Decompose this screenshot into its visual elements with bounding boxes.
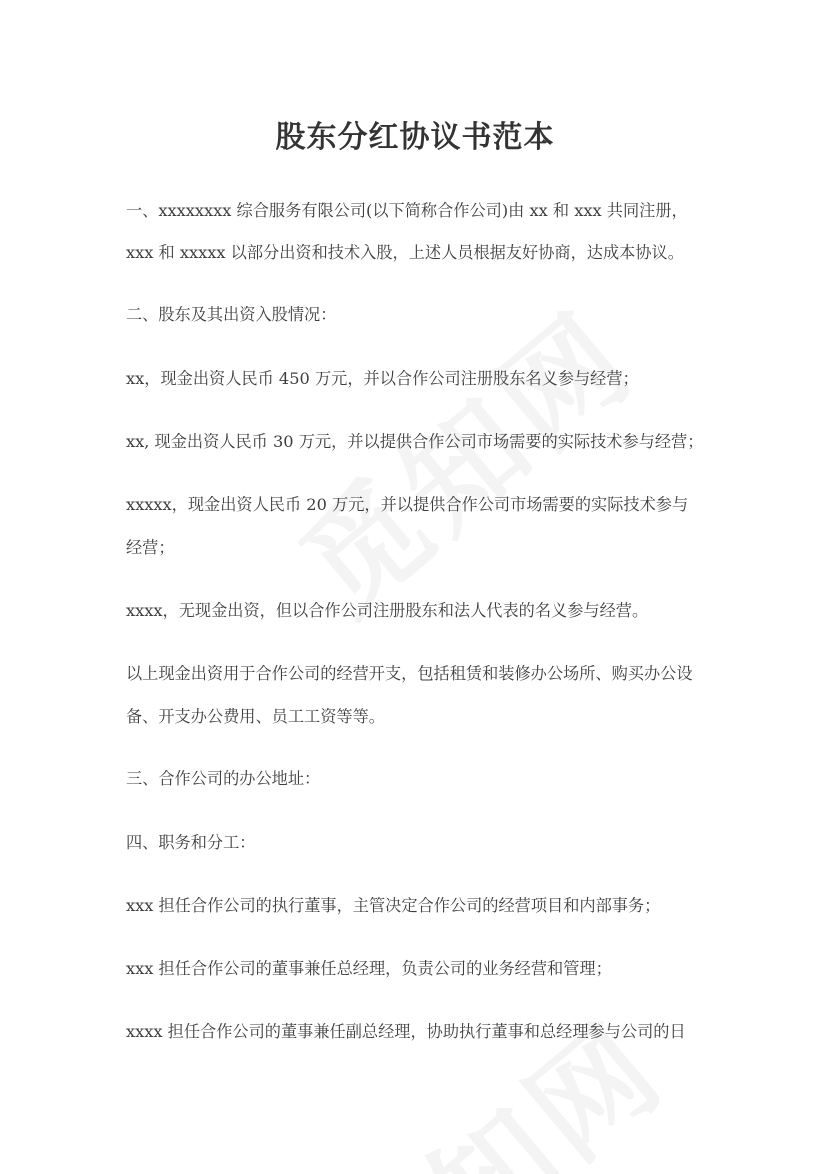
paragraph-line: 经营； xyxy=(126,538,175,557)
paragraph-line: 备、开支办公费用、员工工资等等。 xyxy=(126,707,385,726)
paragraph-line: 以上现金出资用于合作公司的经营开支，包括租赁和装修办公场所、购买办公设 xyxy=(126,664,693,683)
paragraph-line: 一、xxxxxxxx 综合服务有限公司(以下简称合作公司)由 xx 和 xxx 共同注册， xyxy=(126,201,688,220)
paragraph-line: xxx 担任合作公司的董事兼任总经理，负责公司的业务经营和管理； xyxy=(126,959,612,978)
watermark xyxy=(290,977,695,1174)
paragraph-line: xxxx，无现金出资，但以合作公司注册股东和法人代表的名义参与经营。 xyxy=(126,601,649,620)
paragraph-line: xx, 现金出资人民币 30 万元，并以提供合作公司市场需要的实际技术参与经营； xyxy=(126,432,704,451)
section-heading: 四、职务和分工： xyxy=(126,833,256,852)
section-heading: 三、合作公司的办公地址： xyxy=(126,769,321,788)
document-title: 股东分红协议书范本 xyxy=(275,120,555,155)
paragraph-line: xxxxx，现金出资人民币 20 万元，并以提供合作公司市场需要的实际技术参与 xyxy=(126,495,689,514)
paragraph-line: xxx 和 xxxxx 以部分出资和技术入股，上述人员根据友好协商，达成本协议。 xyxy=(126,243,684,262)
section-heading: 二、股东及其出资入股情况： xyxy=(126,305,337,324)
paragraph-line: xxxx 担任合作公司的董事兼任副总经理，协助执行董事和总经理参与公司的日 xyxy=(126,1022,686,1041)
paragraph-line: xxx 担任合作公司的执行董事，主管决定合作公司的经营项目和内部事务； xyxy=(126,896,661,915)
paragraph-line: xx，现金出资人民币 450 万元，并以合作公司注册股东名义参与经营； xyxy=(126,369,639,388)
